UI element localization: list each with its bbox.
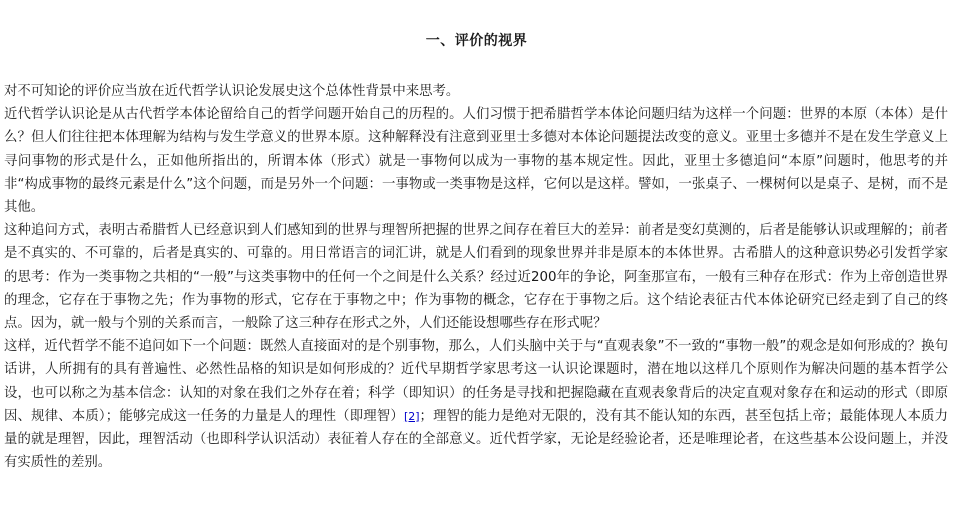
footnote-link[interactable]: [2]: [403, 409, 420, 423]
paragraph-ontology: 近代哲学认识论是从古代哲学本体论留给自己的哲学问题开始自己的历程的。人们习惯于把希腊哲学本体论问题归结为这样一个问题：世界的本原（本体）是什么？但人们往往把本体理解为结构与发生学意义的世界本原。这种解释没有注意到亚里士多德对本体论问题提法改变的意义。亚里士多德并不是在发生学意义上寻问事物的形式是什么，正如他所指出的，所谓本体（形式）就是一事物何以成为一事物的基本规定性。因此，亚里士多德追问“本原”问题时，他思考的并非“构成事物的最终元素是什么”这个问题，而是另外一个问题：一事物或一类事物是这样，它何以是这样。譬如，一张桌子、一棵树何以是桌子、是树，而不是其他。: [4, 107, 948, 216]
paragraph-intro: 对不可知论的评价应当放在近代哲学认识论发展史这个总体性背景中来思考。: [4, 84, 460, 99]
paragraph-text-part-1: 这样，近代哲学不能不追问如下一个问题：既然人直接面对的是个别事物，那么，人们头脑中关于与“直观表象”不一致的“事物一般”的观念是如何形成的？换句话讲，人所拥有的具有普遍性、必然性品格的知识是如何形成的？近代早期哲学家思考这一认识论课题时，潜在地以这样几个原则作为解决问题的基本哲学公设，也可以称之为基本信念：认知的对象在我们之外存在着；科学（即知识）的任务是寻找和把握隐藏在直观表象背后的决定直观对象存在和运动的形式（即原因、规律、本质）；能够完成这一任务的力量是人的理性（即理智）: [4, 339, 948, 424]
paragraph-inquiry: 这种追问方式，表明古希腊哲人已经意识到人们感知到的世界与理智所把握的世界之间存在着巨大的差异：前者是变幻莫测的，后者是能够认识或理解的；前者是不真实的、不可靠的，后者是真实的、可靠的。用日常语言的词汇讲，就是人们看到的现象世界并非是原本的本体世界。古希腊人的这种意识势必引发哲学家的思考：作为一类事物之共相的“一般”与这类事物中的任何一个之间是什么关系？经过近200年的争论，阿奎那宣布，一般有三种存在形式：作为上帝创造世界的理念，它存在于事物之先；作为事物的形式，它存在于事物之中；作为事物的概念，它存在于事物之后。这个结论表征古代本体论研究已经走到了自己的终点。因为，就一般与个别的关系而言，一般除了这三种存在形式之外，人们还能设想哪些存在形式呢？: [4, 223, 948, 332]
article-body: [4, 80, 948, 474]
section-title: 一、评价的视界: [425, 33, 528, 49]
paragraph-text-part-2: ；理智的能力是绝对无限的，没有其不能认知的东西，甚至包括上帝；最能体现人本质力量的就是理智，因此，理智活动（也即科学认识活动）表征着人存在的全部意义。近代哲学家，无论是经验论者，还是唯理论者，在这些基本公设问题上，并没有实质性的差别。: [4, 408, 948, 471]
paragraph-modern-philosophy: [4, 335, 948, 474]
